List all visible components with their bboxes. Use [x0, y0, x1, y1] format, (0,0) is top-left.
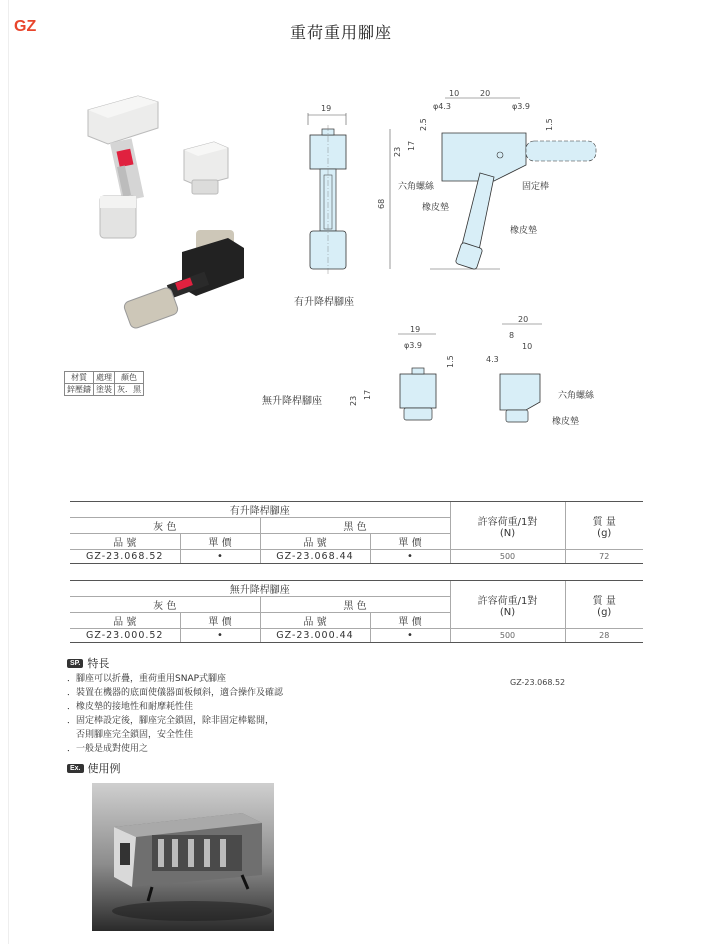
feature-item: ．固定棒設定後，腳座完全鎖固，除非固定棒鬆開， [67, 716, 275, 726]
treatment-value: 塗裝 [94, 384, 115, 396]
dim-nls-20: 20 [518, 315, 529, 324]
feature-item: ．一般是成對使用之 [67, 744, 149, 754]
dim-nls-10: 10 [522, 342, 533, 351]
page-edge-rule [8, 0, 9, 944]
label-hex-bolt: 六角螺絲 [398, 182, 435, 192]
table2-code-header-gray: 品 號 [70, 613, 180, 629]
dim-68: 68 [377, 198, 386, 209]
usage-example-photo [92, 783, 274, 931]
gray-foot-without-lever-photo [184, 142, 228, 194]
table2-mass-header [565, 581, 643, 629]
dim-nl-d39: φ3.9 [404, 341, 422, 350]
spec-table-with-lever [70, 501, 643, 564]
front-view [308, 104, 346, 275]
dim-nl-19: 19 [410, 325, 421, 334]
example-heading [67, 760, 121, 776]
caption-with-lever: 有升降桿腳座 [294, 297, 354, 308]
ex-tag: Ex. [67, 764, 84, 773]
table1-mass: 72 [565, 550, 643, 564]
caption-without-lever: 無升降桿腳座 [262, 396, 322, 407]
features-heading [67, 655, 109, 671]
table2-load-unit: (N) [499, 606, 516, 618]
table2-black-price: • [370, 629, 450, 643]
table2-load: 500 [450, 629, 565, 643]
features-list [67, 672, 283, 756]
table2-black-code: GZ-23.000.44 [260, 629, 370, 643]
front-view-no-lever [349, 325, 455, 420]
drawing-without-lever [340, 310, 610, 430]
table1-black-code: GZ-23.068.44 [260, 550, 370, 564]
table1-gray-label: 灰 色 [70, 518, 260, 534]
material-value: 鋅壓鑄 [65, 384, 94, 396]
brand-code: GZ [14, 18, 37, 35]
table1-price-header-black: 單 價 [370, 534, 450, 550]
feature-item: ．裝置在機器的底面使儀器面板傾斜，適合操作及確認 [67, 688, 284, 698]
label-rubber-pad-2: 橡皮墊 [510, 226, 538, 236]
table1-code-header-gray: 品 號 [70, 534, 180, 550]
dim-nl-15: 1.5 [446, 355, 455, 368]
dim-10: 10 [449, 89, 460, 98]
dim-front-width: 19 [321, 104, 332, 113]
feature-item: ．橡皮墊的接地性和耐摩耗性佳 [67, 702, 194, 712]
side-view [377, 89, 596, 270]
table2-price-header-gray: 單 價 [180, 613, 260, 629]
table1-mass-unit: (g) [597, 527, 612, 539]
table2-mass-unit: (g) [597, 606, 612, 618]
color-header: 顏色 [115, 372, 144, 384]
page-title: 重荷重用腳座 [290, 23, 393, 42]
table1-black-label: 黑 色 [260, 518, 450, 534]
table2-gray-label: 灰 色 [70, 597, 260, 613]
table2-gray-code: GZ-23.000.52 [70, 629, 180, 643]
table2-code-header-black: 品 號 [260, 613, 370, 629]
black-foot-photo [123, 230, 244, 330]
side-view-no-lever [486, 315, 595, 427]
table1-code-header-black: 品 號 [260, 534, 370, 550]
dim-d39: φ3.9 [512, 102, 530, 111]
material-table [64, 371, 144, 396]
dim-15: 1.5 [545, 118, 554, 131]
table2-load-header-text: 許容荷重/1對 [477, 595, 538, 607]
table2-gray-price: • [180, 629, 260, 643]
table1-load: 500 [450, 550, 565, 564]
material-header: 材質 [65, 372, 94, 384]
table2-title: 無升降桿腳座 [70, 581, 450, 597]
dim-17: 17 [407, 140, 416, 151]
label-rubber-pad-3: 橡皮墊 [552, 417, 580, 427]
dim-d43: φ4.3 [433, 102, 451, 111]
drawing-with-lever [290, 85, 610, 280]
dim-nl-23: 23 [349, 395, 358, 406]
example-title: 使用例 [87, 762, 121, 775]
table2-price-header-black: 單 價 [370, 613, 450, 629]
label-rubber-pad: 橡皮墊 [422, 203, 450, 213]
dim-25: 2.5 [419, 118, 428, 131]
feature-item: ．腳座可以折疊，重荷重用SNAP式腳座 [67, 674, 227, 684]
table2-mass: 28 [565, 629, 643, 643]
label-hex-bolt-2: 六角螺絲 [558, 391, 595, 401]
dim-nls-8: 8 [509, 331, 515, 340]
features-title: 特長 [87, 657, 110, 670]
dim-20: 20 [480, 89, 491, 98]
table1-gray-price: • [180, 550, 260, 564]
color-value: 灰．黑 [115, 384, 144, 396]
table2-black-label: 黑 色 [260, 597, 450, 613]
table2-mass-header-text: 質 量 [592, 595, 616, 607]
gray-foot-with-lever-photo [88, 96, 158, 238]
figure-code: GZ-23.068.52 [510, 678, 566, 687]
dim-23: 23 [393, 146, 402, 157]
table1-black-price: • [370, 550, 450, 564]
table1-gray-code: GZ-23.068.52 [70, 550, 180, 564]
treatment-header: 處理 [94, 372, 115, 384]
table1-load-unit: (N) [499, 527, 516, 539]
feature-item: 否則腳座完全鎖固，安全性佳 [67, 730, 194, 740]
table1-load-header [450, 502, 565, 550]
label-lock-lever: 固定棒 [522, 182, 550, 192]
dim-nl-17: 17 [363, 389, 372, 400]
table1-load-header-text: 許容荷重/1對 [477, 516, 538, 528]
table1-mass-header [565, 502, 643, 550]
table1-mass-header-text: 質 量 [592, 516, 616, 528]
table2-load-header [450, 581, 565, 629]
table1-price-header-gray: 單 價 [180, 534, 260, 550]
product-photos [78, 88, 258, 338]
table1-title: 有升降桿腳座 [70, 502, 450, 518]
dim-nls-43: 4.3 [486, 355, 499, 364]
sp-tag: SP. [67, 659, 83, 668]
spec-table-without-lever [70, 580, 643, 643]
